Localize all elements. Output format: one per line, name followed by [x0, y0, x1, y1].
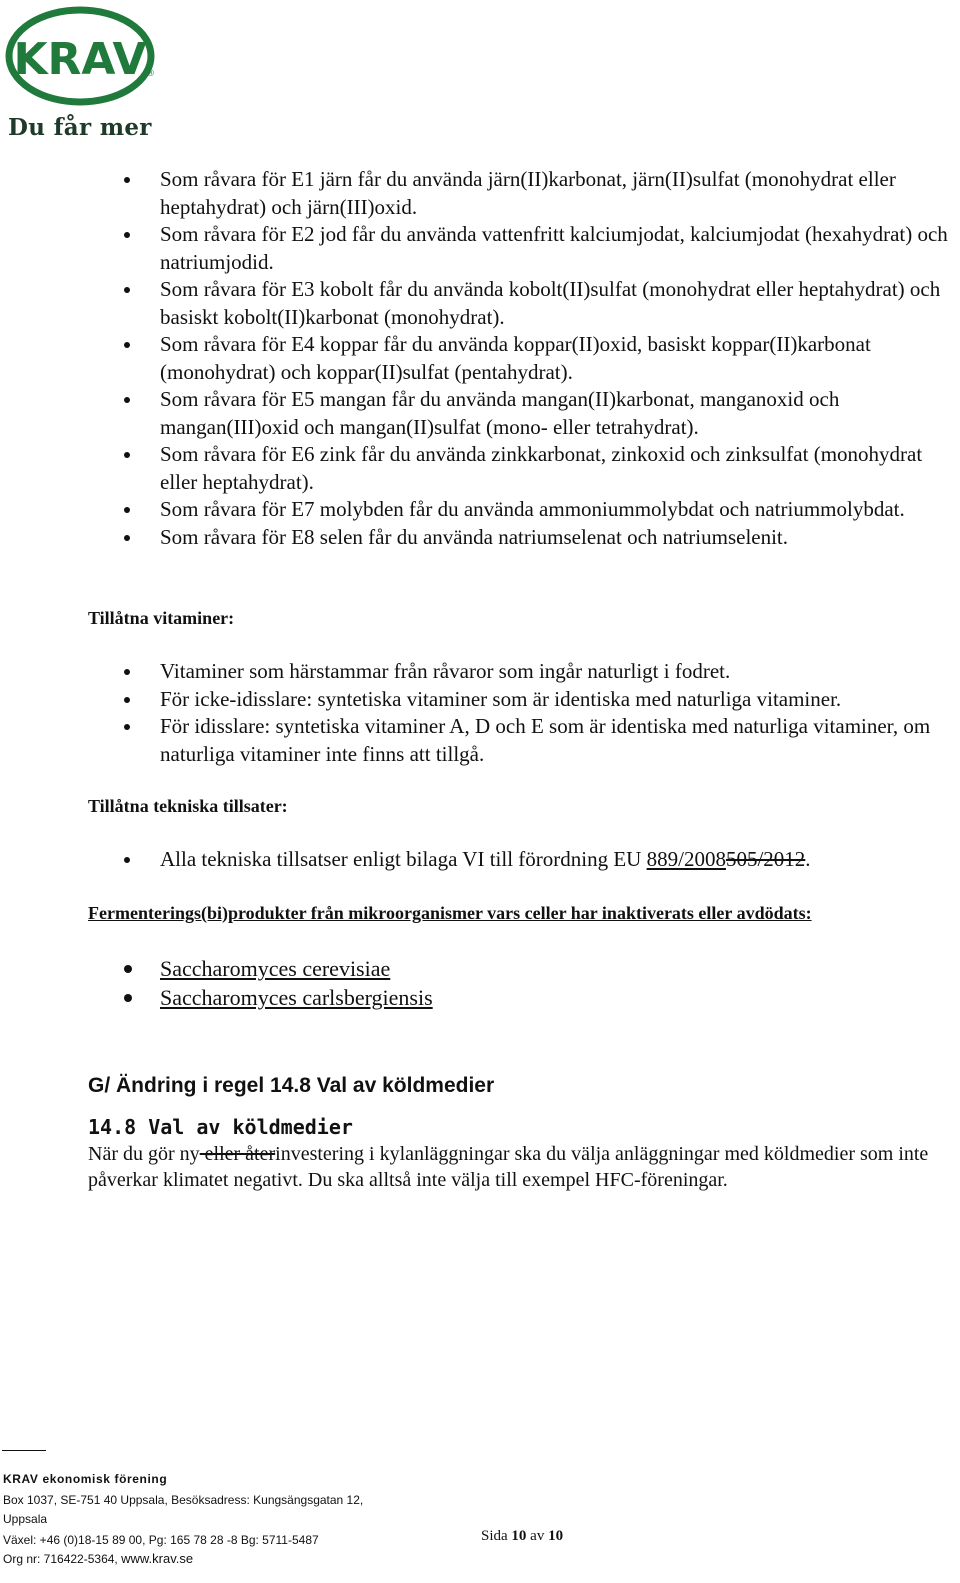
- vitamins-heading: Tillåtna vitaminer:: [88, 608, 235, 628]
- page-number: Sida 10 av 10: [481, 1528, 564, 1544]
- footer-phone: Växel: +46 (0)18-15 89 00, Pg: 165 78 28 -8 Bg: 5711-5487: [3, 1533, 319, 1547]
- fermentation-heading: Fermenterings(bi)produkter från mikroorganismer vars celler har inaktiverats eller avdödats:: [88, 903, 812, 923]
- bullet-icon: [124, 724, 130, 730]
- minerals-list: [0, 166, 960, 551]
- list-item: Vitaminer som härstammar från råvaror som ingår naturligt i fodret.: [0, 658, 960, 686]
- bullet-icon: [124, 177, 130, 183]
- list-item: Som råvara för E5 mangan får du använda mangan(II)karbonat, manganoxid och mangan(III)oxid och mangan(II)sulfat (mono- eller tetrahydrat).: [0, 386, 960, 441]
- inserted-text: 889/2008: [646, 847, 726, 871]
- list-item: Som råvara för E2 jod får du använda vattenfritt kalciumjodat, kalciumjodat (hexahydrat) och natriumjodid.: [0, 221, 960, 276]
- list-item: Som råvara för E6 zink får du använda zinkkarbonat, zinkoxid och zinksulfat (monohydrat eller heptahydrat).: [0, 441, 960, 496]
- deleted-text: eller åter: [199, 1143, 276, 1165]
- logo-tagline: Du får mer: [8, 114, 152, 141]
- footer-divider: [2, 1450, 46, 1451]
- list-item: Saccharomyces carlsbergiensis: [0, 983, 960, 1012]
- technical-list: [0, 846, 960, 874]
- footer-org-nr: Org nr: 716422-5364, www.krav.se: [3, 1551, 194, 1566]
- list-item: För icke-idisslare: syntetiska vitaminer som är identiska med naturliga vitaminer.: [0, 686, 960, 714]
- bullet-icon: [124, 507, 130, 513]
- footer-website[interactable]: www.krav.se: [121, 1551, 194, 1566]
- list-item: Som råvara för E3 kobolt får du använda kobolt(II)sulfat (monohydrat eller heptahydrat) och basiskt kobolt(II)karbonat (monohydrat).: [0, 276, 960, 331]
- list-item: Som råvara för E4 koppar får du använda koppar(II)oxid, basiskt koppar(II)karbonat (monohydrat) och koppar(II)sulfat (pentahydrat).: [0, 331, 960, 386]
- krav-logo: [5, 6, 155, 106]
- technical-heading: Tillåtna tekniska tillsater:: [88, 796, 288, 816]
- bullet-icon: [124, 994, 132, 1002]
- list-item: Som råvara för E8 selen får du använda natriumselenat och natriumselenit.: [0, 524, 960, 552]
- bullet-icon: [124, 669, 130, 675]
- fermentation-list: [0, 954, 960, 1012]
- list-item: Som råvara för E1 järn får du använda järn(II)karbonat, järn(II)sulfat (monohydrat eller heptahydrat) och järn(III)oxid.: [0, 166, 960, 221]
- footer-org: KRAV ekonomisk förening: [3, 1472, 168, 1486]
- list-item: Som råvara för E7 molybden får du använda ammoniummolybdat och natriummolybdat.: [0, 496, 960, 524]
- krav-logo-text: KRAV: [13, 34, 147, 85]
- bullet-icon: [124, 965, 132, 973]
- bullet-icon: [124, 342, 130, 348]
- vitamins-list: [0, 658, 960, 768]
- list-item: För idisslare: syntetiska vitaminer A, D och E som är identiska med naturliga vitaminer, om naturliga vitaminer inte finns att tillgå.: [0, 713, 960, 768]
- list-item: Saccharomyces cerevisiae: [0, 954, 960, 983]
- list-item: Alla tekniska tillsatser enligt bilaga VI till förordning EU 889/2008505/2012.: [0, 846, 960, 874]
- rule-title: 14.8 Val av köldmedier: [88, 1115, 353, 1139]
- bullet-icon: [124, 857, 130, 863]
- bullet-icon: [124, 697, 130, 703]
- bullet-icon: [124, 397, 130, 403]
- bullet-icon: [124, 452, 130, 458]
- bullet-icon: [124, 535, 130, 541]
- svg-text:®: ®: [146, 69, 155, 79]
- rule-paragraph: När du gör ny eller återinvestering i kylanläggningar ska du välja anläggningar med köldmedier som inte påverkar klimatet negativt. Du ska alltså inte välja till exempel HFC-föreningar.: [88, 1143, 929, 1191]
- bullet-icon: [124, 287, 130, 293]
- footer-address-city: Uppsala: [3, 1512, 48, 1526]
- footer-address: Box 1037, SE-751 40 Uppsala, Besöksadress: Kungsängsgatan 12,: [3, 1493, 364, 1507]
- deleted-text: 505/2012: [725, 847, 806, 871]
- section-title: G/ Ändring i regel 14.8 Val av köldmedier: [88, 1074, 495, 1097]
- bullet-icon: [124, 232, 130, 238]
